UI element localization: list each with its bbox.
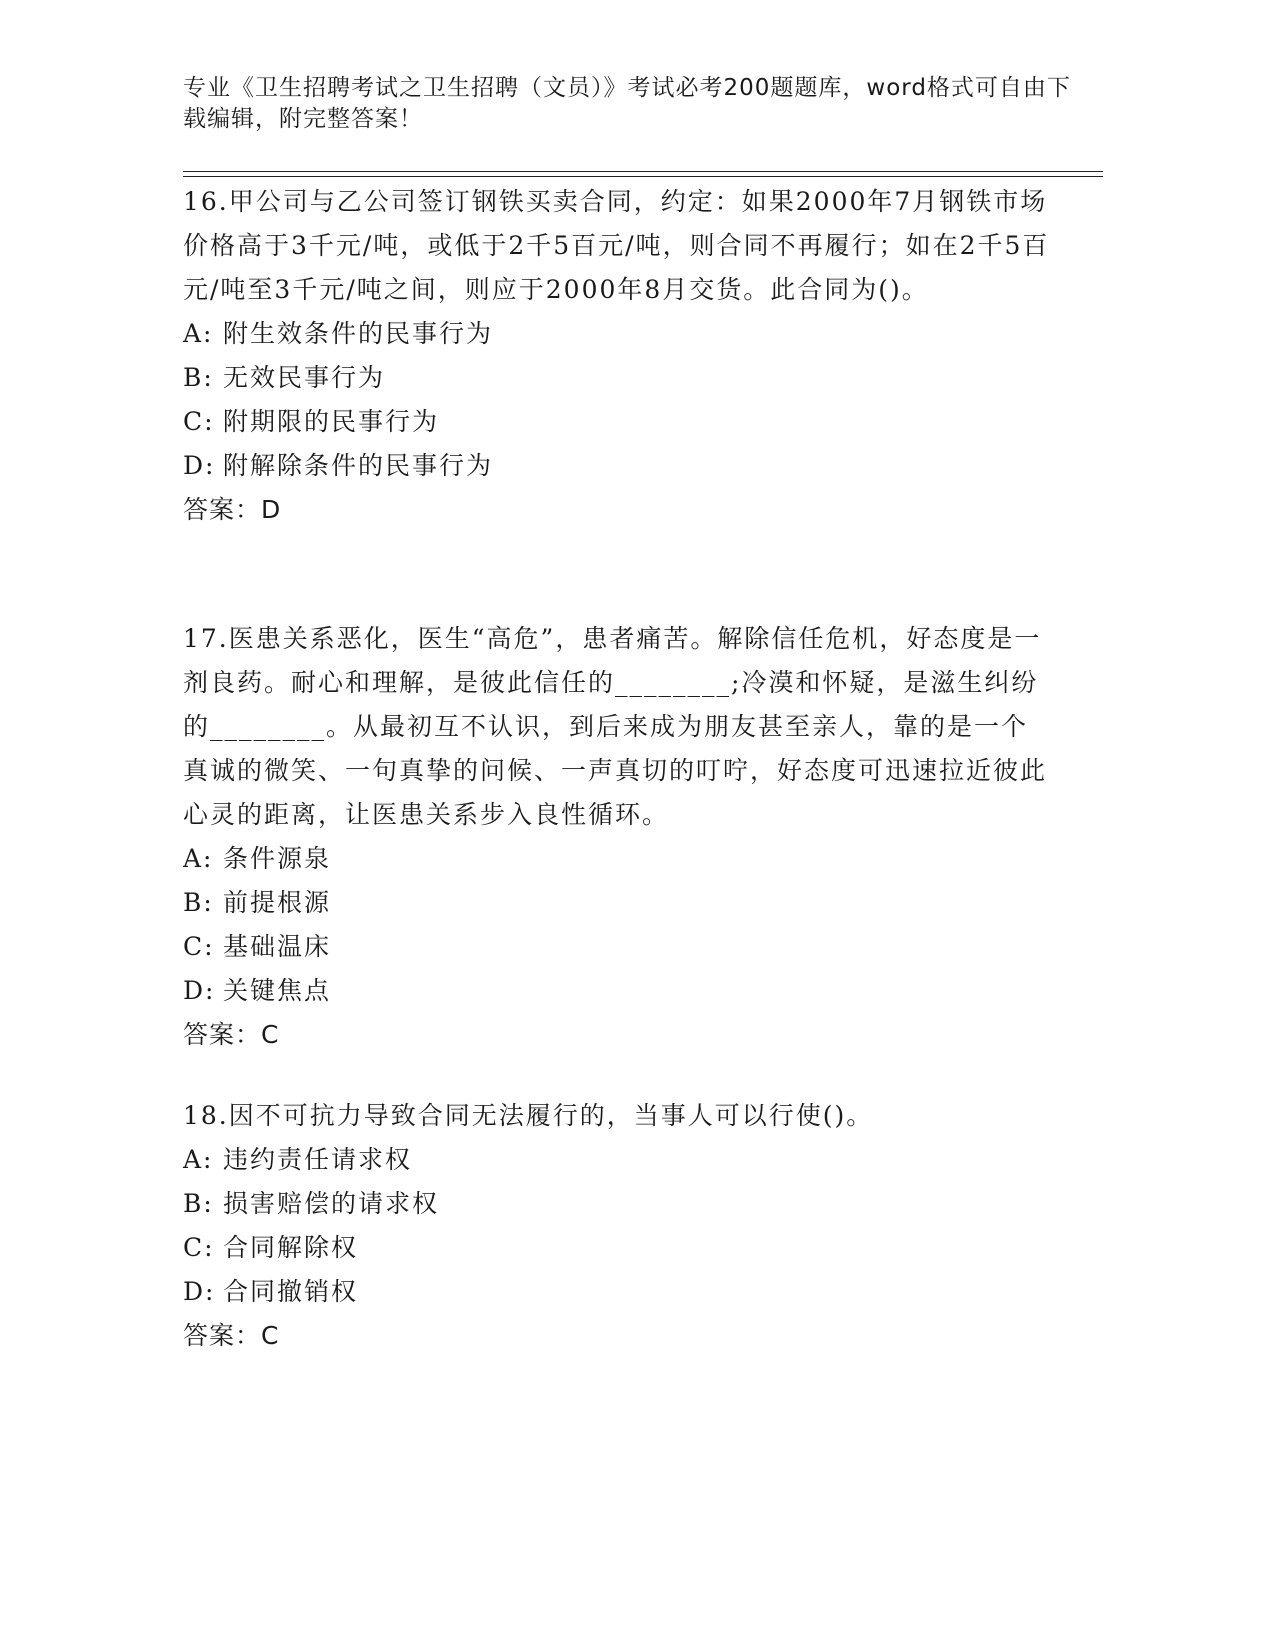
option-text: 合同撤销权 <box>223 1277 359 1306</box>
question-stem: 16.甲公司与乙公司签订钢铁买卖合同，约定：如果2000年7月钢铁市场价格高于3千元/吨，或低于2千5百元/吨，则合同不再履行；如在2千5百元/吨至3千元/吨之间，则应于2000年8月交货。此合同为()。 <box>183 187 1050 304</box>
option-b <box>183 881 1053 925</box>
question-stem: 18.因不可抗力导致合同无法履行的，当事人可以行使()。 <box>183 1101 874 1130</box>
option-letter: B: <box>183 1189 214 1218</box>
option-d <box>183 444 1053 488</box>
option-letter: A: <box>183 844 214 873</box>
question-stem: 17.医患关系恶化，医生“高危”，患者痛苦。解除信任危机，好态度是一剂良药。耐心和理解，是彼此信任的________;冷漠和怀疑，是滋生纠纷的________。从最初互不认识，到后来成为朋友甚至亲人，靠的是一个真诚的微笑、一句真挚的问候、一声真切的叮咛，好态度可迅速拉近彼此心灵的距离，让医患关系步入良性循环。 <box>183 624 1048 829</box>
document-header: 专业《卫生招聘考试之卫生招聘（文员）》考试必考200题题库，word格式可自由下载编辑，附完整答案！ <box>183 75 1071 132</box>
option-text: 无效民事行为 <box>223 363 386 392</box>
answer: 答案：C <box>183 1020 280 1049</box>
option-text: 前提根源 <box>223 888 332 917</box>
option-letter: C: <box>183 407 215 436</box>
option-letter: D: <box>183 1277 216 1306</box>
question-18 <box>183 1094 1053 1358</box>
option-text: 附解除条件的民事行为 <box>223 451 494 480</box>
question-16 <box>183 180 1053 532</box>
option-text: 合同解除权 <box>223 1233 359 1262</box>
option-d <box>183 1270 1053 1314</box>
option-a <box>183 837 1053 881</box>
option-text: 条件源泉 <box>223 844 332 873</box>
option-a <box>183 312 1053 356</box>
question-17 <box>183 617 1053 1057</box>
option-text: 附生效条件的民事行为 <box>223 319 494 348</box>
option-letter: B: <box>183 363 214 392</box>
option-b <box>183 356 1053 400</box>
option-letter: A: <box>183 319 214 348</box>
option-text: 关键焦点 <box>223 976 332 1005</box>
option-letter: D: <box>183 976 216 1005</box>
option-letter: A: <box>183 1145 214 1174</box>
option-letter: B: <box>183 888 214 917</box>
option-c <box>183 925 1053 969</box>
option-c <box>183 400 1053 444</box>
option-text: 附期限的民事行为 <box>223 407 440 436</box>
option-c <box>183 1226 1053 1270</box>
header-rule-bottom <box>183 176 1103 177</box>
option-text: 基础温床 <box>223 932 332 961</box>
option-b <box>183 1182 1053 1226</box>
option-text: 损害赔偿的请求权 <box>223 1189 440 1218</box>
option-letter: C: <box>183 932 215 961</box>
option-letter: C: <box>183 1233 215 1262</box>
answer: 答案：C <box>183 1321 280 1350</box>
header-rule-top <box>183 171 1103 172</box>
answer: 答案：D <box>183 495 282 524</box>
option-text: 违约责任请求权 <box>223 1145 413 1174</box>
option-a <box>183 1138 1053 1182</box>
option-letter: D: <box>183 451 216 480</box>
option-d <box>183 969 1053 1013</box>
